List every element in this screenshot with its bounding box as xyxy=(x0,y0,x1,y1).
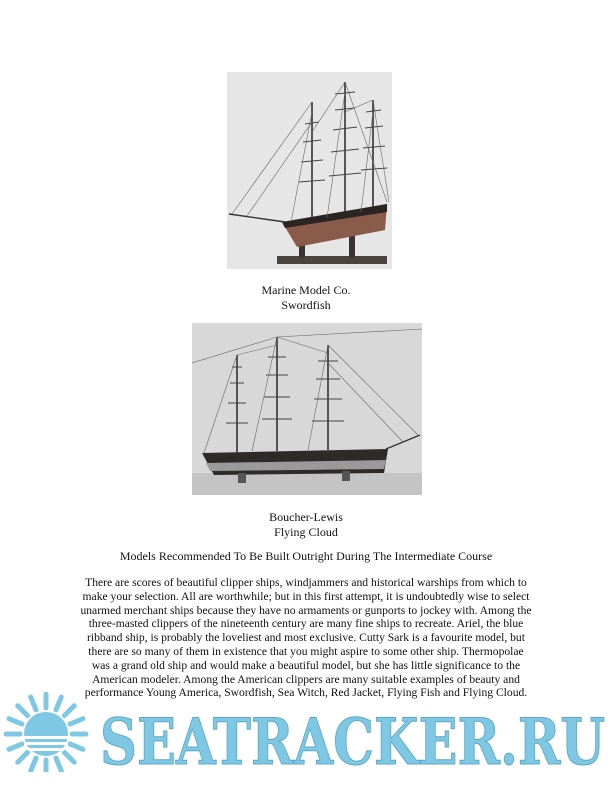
figure-maker-2: Boucher-Lewis xyxy=(269,510,343,524)
body-paragraph xyxy=(62,576,550,700)
sun-icon xyxy=(6,694,86,772)
watermark xyxy=(0,692,612,772)
body-line: three-masted clippers of the nineteenth century are many fine ships to recreate. Ariel, the blue xyxy=(88,617,524,631)
ship-model-image xyxy=(227,72,392,269)
figure-caption-1 xyxy=(0,283,612,313)
figure-model-2: Flying Cloud xyxy=(274,525,338,539)
watermark-logo xyxy=(0,692,612,772)
body-line: unarmed merchant ships because they have no armaments or gunports to jockey with. Among the xyxy=(80,603,532,617)
body-line: was a grand old ship and would make a beautiful model, but she has little significance to the xyxy=(91,658,521,672)
figure-caption-2 xyxy=(0,510,612,540)
body-line: ribband ship, is probably the loveliest and most exclusive. Cutty Sark is a favourite model, but xyxy=(87,631,525,645)
figure-maker-1: Marine Model Co. xyxy=(261,283,351,297)
body-line: American modeler. Among the American clippers are many suitable examples of beauty and xyxy=(92,672,520,686)
body-line: there are so many of them in existence that you might aspire to some other ship. Thermopolae xyxy=(88,644,524,658)
watermark-text: SEATRACKER.RU xyxy=(100,705,605,772)
body-line: There are scores of beautiful clipper ships, windjammers and historical warships from which to xyxy=(85,576,527,589)
ship-photo-swordfish xyxy=(227,72,392,269)
figure-model-1: Swordfish xyxy=(281,298,331,312)
body-line: make your selection. All are worthwhile; but in this first attempt, it is undoubtedly wise to select xyxy=(82,589,530,603)
ship-photo-flying-cloud xyxy=(192,323,422,495)
section-title: Models Recommended To Be Built Outright During The Intermediate Course xyxy=(119,549,493,563)
body-line: performance Young America, Swordfish, Sea Witch, Red Jacket, Flying Fish and Flying Cloud. xyxy=(84,686,528,700)
ship-model-image xyxy=(192,323,422,495)
